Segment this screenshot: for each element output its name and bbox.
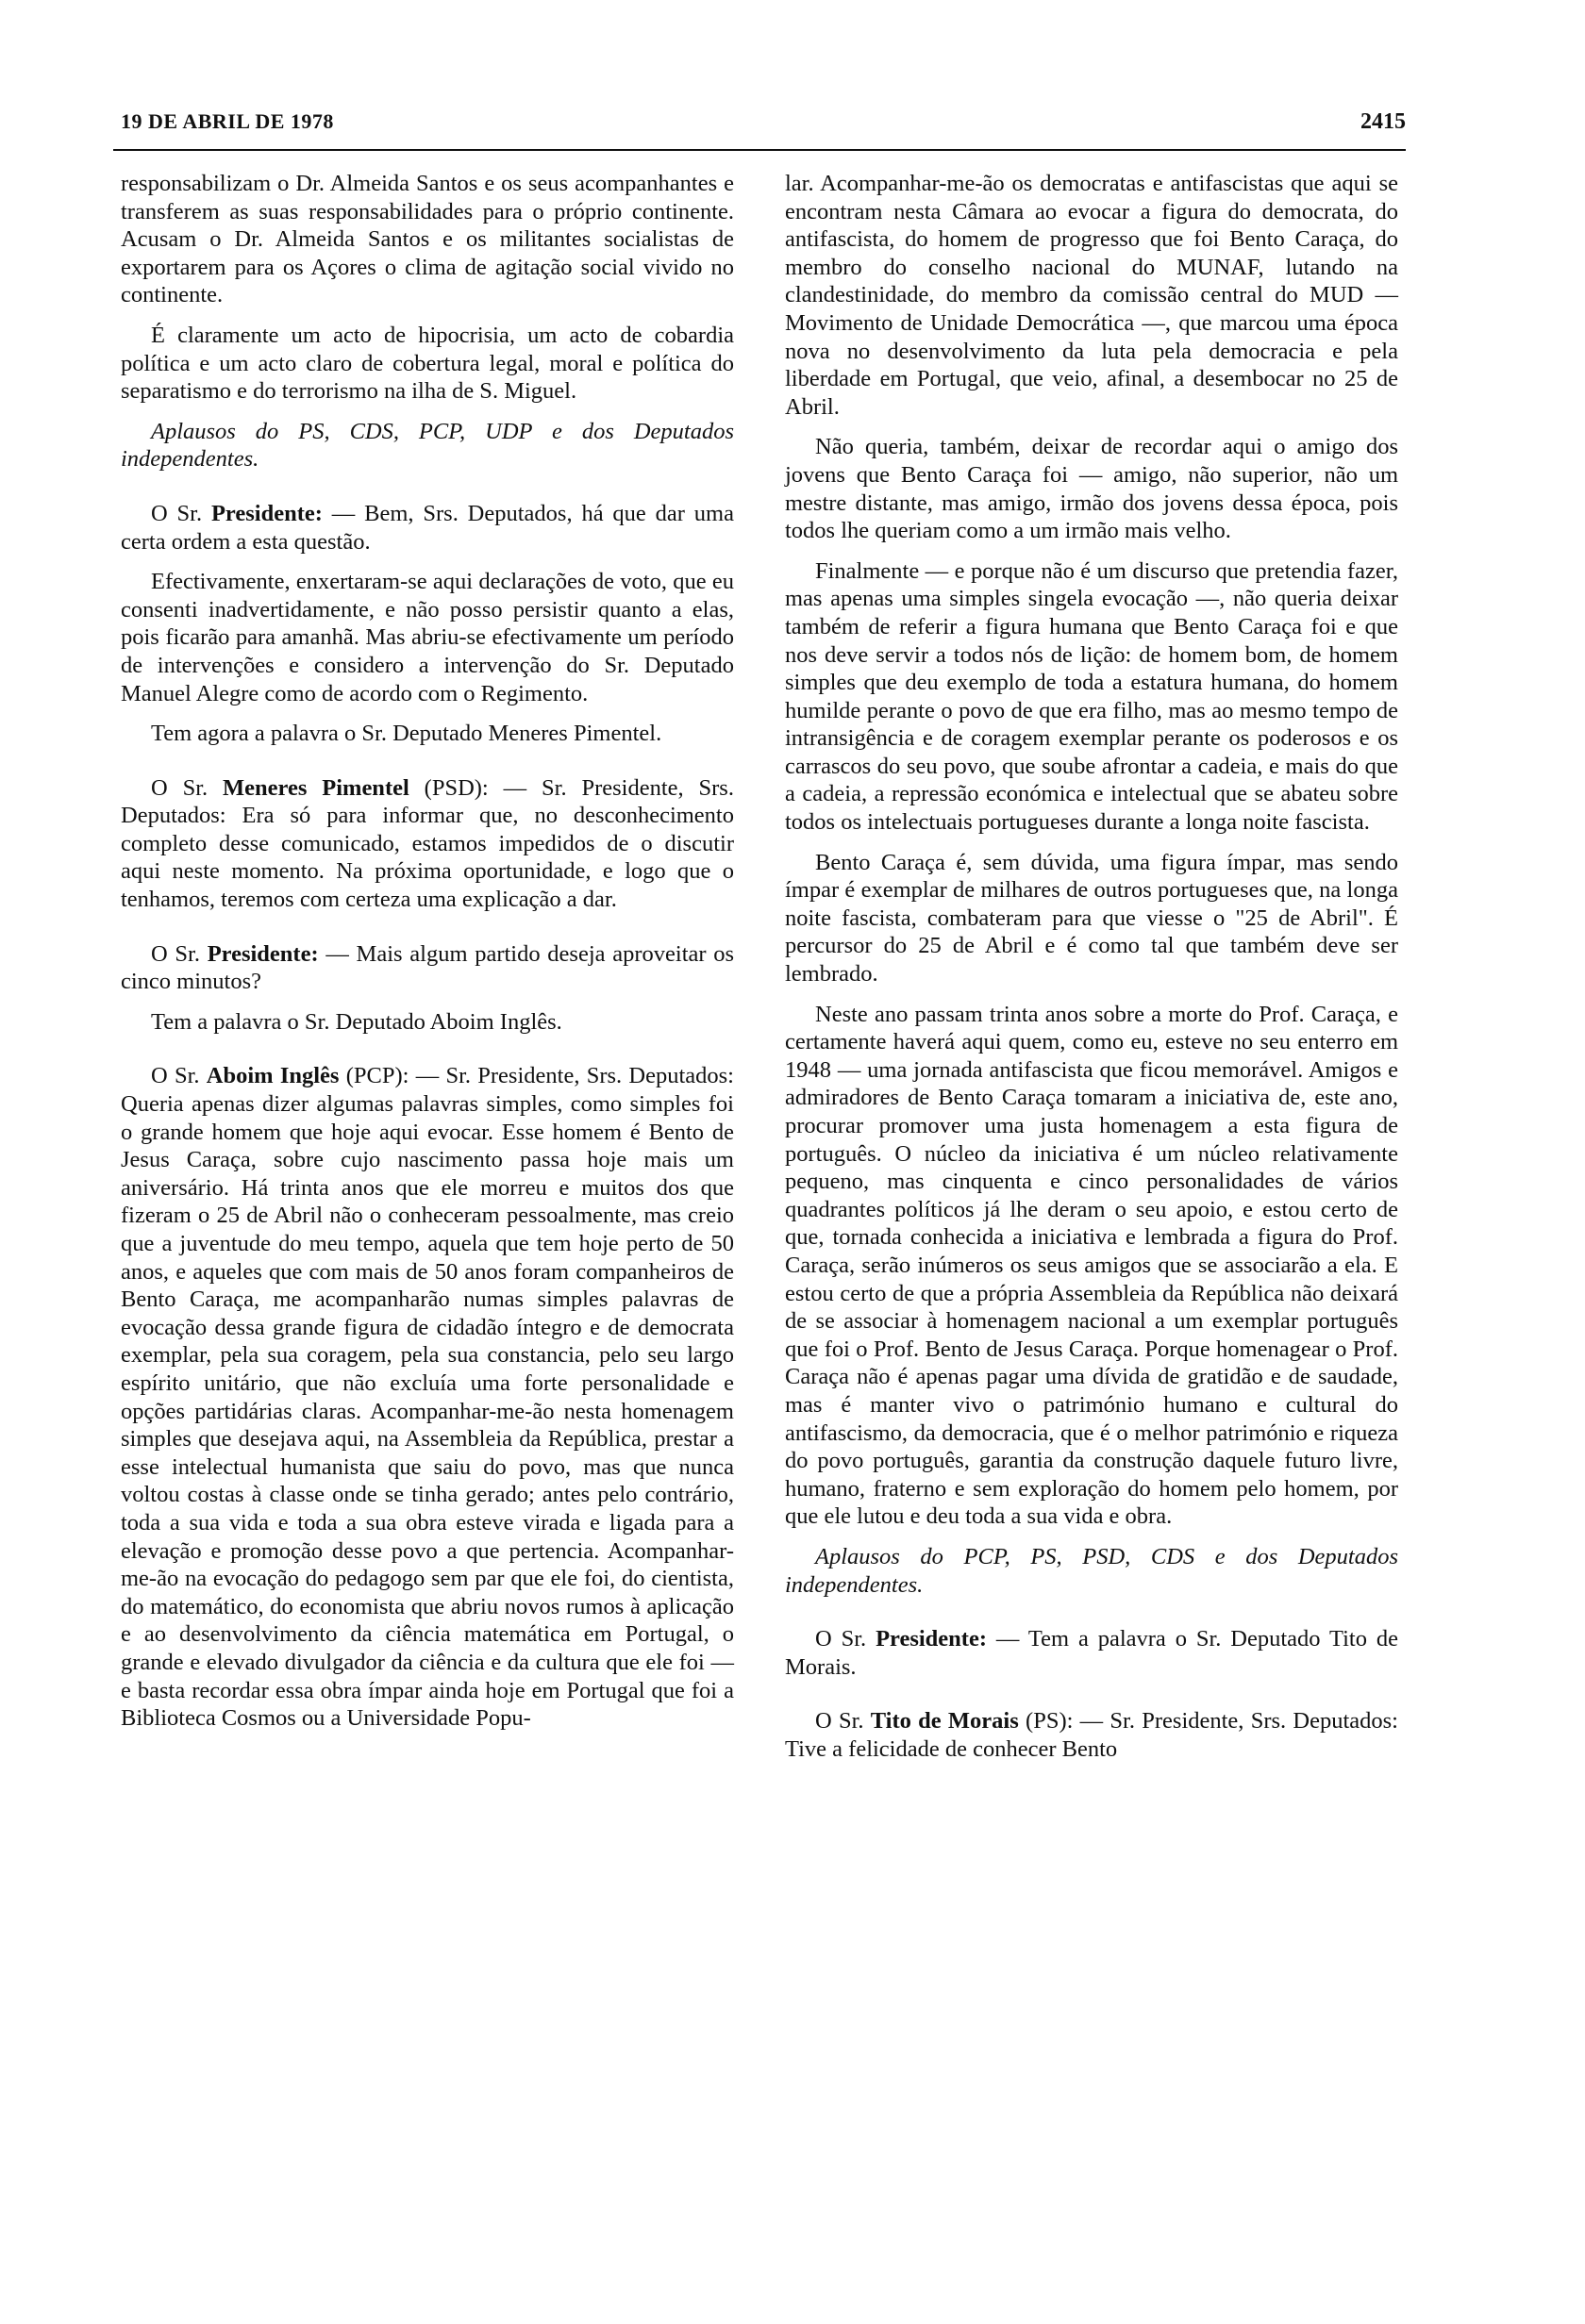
speaker-paragraph	[785, 1625, 1398, 1681]
speaker-prefix: O Sr.	[815, 1626, 867, 1652]
paragraph: Tem agora a palavra o Sr. Deputado Meneres Pimentel.	[151, 721, 662, 747]
paragraph: Finalmente — e porque não é um discurso que pretendia fazer, mas apenas uma simples singela evocação —, não queria deixar também de referir a figura humana que Bento Caraça foi e que nos deve servir a todos nós de lição: de homem bom, de homem simples que deu exemplo de toda a estatura humana, do homem humilde perante o povo de que era filho, mas ao mesmo tempo de intransigência e de coragem exemplar perante os poderosos e os carrascos do seu povo, que soube afrontar a cadeia, e mais do que a cadeia, a repressão económica e intelectual que se abateu sobre todos os intelectuais portugueses durante a longa noite fascista.	[785, 557, 1398, 836]
speaker-name: Presidente:	[210, 500, 323, 526]
speaker-prefix: O Sr.	[151, 774, 209, 801]
page-header	[113, 106, 1406, 151]
speaker-name: Meneres Pimentel	[223, 774, 409, 801]
speech-text: — Bem, Srs. Deputados, há que dar uma certa ordem a esta questão.	[121, 500, 734, 555]
speech-text: (PCP): — Sr. Presidente, Srs. Deputados: Queria apenas dizer algumas palavras simples, como simples foi o grande homem que hoje aqui evocar. Esse homem é Bento de Jesus Caraça, sobre cujo nascimento passa hoje mais um aniversário. Há trinta anos que ele morreu e muitos dos que fizeram o 25 de Abril não o conheceram pessoalmente, mas creio que a juventude do meu tempo, aquela que tem hoje perto de 50 anos, e aqueles que com mais de 50 anos foram companheiros de Bento Caraça, me acompanharão numas simples palavras de evocação dessa grande figura de cidadão íntegro e de democrata exemplar, pela sua coragem, pela sua constancia, pelo seu largo espírito unitário, que não excluía uma forte personalidade e opções partidárias claras. Acompanhar-me-ão nesta homenagem simples que desejava aqui, na Assembleia da República, prestar a esse intelectual humanista que saiu do povo, mas que nunca voltou costas à classe onde se tinha gerado; antes pelo contrário, toda a sua vida e toda a sua obra esteve virada e ligada para a elevação e promoção desse povo a que pertencia. Acompanhar-me-ão na evocação do pedagogo sem par que ele foi, do cientista, do matemático, do economista que abriu novos rumos à aplicação e ao desenvolvimento da ciência matemática em Portugal, o grande e elevado divulgador da ciência e da cultura que ele foi — e basta recordar essa obra ímpar ainda hoje em Portugal que foi a Biblioteca Cosmos ou a Universidade Popu-	[121, 1063, 734, 1732]
speaker-name: Presidente:	[876, 1626, 987, 1652]
header-date: 19 DE ABRIL DE 1978	[121, 109, 334, 133]
speaker-prefix: O Sr.	[815, 1708, 864, 1735]
page-number: 2415	[1360, 109, 1406, 134]
speaker-paragraph	[121, 774, 734, 914]
speaker-paragraph	[121, 940, 734, 996]
paragraph: Não queria, também, deixar de recordar aqui o amigo dos jovens que Bento Caraça foi — amigo, não superior, não um mestre distante, mas amigo, irmão dos jovens dessa época, pois todos lhe queriam como a um irmão mais velho.	[785, 434, 1398, 544]
speaker-prefix: O Sr.	[151, 1063, 200, 1089]
speaker-name: Presidente:	[207, 940, 319, 967]
applause-note: Aplausos do PCP, PS, PSD, CDS e dos Deputados independentes.	[785, 1543, 1398, 1598]
speech-text: — Mais algum partido deseja aproveitar os cinco minutos?	[121, 940, 735, 995]
paragraph: lar. Acompanhar-me-ão os democratas e antifascistas que aqui se encontram nesta Câmara ao evocar a figura do democrata, do antifascista, do homem de progresso que foi Bento Caraça, do membro do conselho nacional do MUNAF, lutando na clandestinidade, do membro da comissão central do MUD — Movimento de Unidade Democrática —, que marcou uma época nova no desenvolvimento da luta pela democracia e pela liberdade em Portugal, que veio, afinal, a desembocar no 25 de Abril.	[785, 171, 1398, 420]
applause-note: Aplausos do PS, CDS, PCP, UDP e dos Deputados independentes.	[121, 418, 734, 473]
speech-text: (PS): — Sr. Presidente, Srs. Deputados: Tive a felicidade de conhecer Bento	[785, 1708, 1398, 1762]
speaker-paragraph	[121, 1062, 734, 1732]
right-column	[785, 170, 1398, 1775]
speaker-paragraph	[785, 1707, 1398, 1763]
paragraph: responsabilizam o Dr. Almeida Santos e os seus acompanhantes e transferem as suas responsabilidades para o próprio continente. Acusam o Dr. Almeida Santos e os militantes socialistas de exportarem para os Açores o clima de agitação social vivido no continente.	[121, 171, 734, 308]
speech-text: (PSD): — Sr. Presidente, Srs. Deputados: Era só para informar que, no desconhecimento completo desse comunicado, estamos impedidos de o discutir aqui neste momento. Na próxima oportunidade, e logo que o tenhamos, teremos com certeza uma explicação a dar.	[121, 774, 734, 913]
speaker-name: Aboim Inglês	[206, 1063, 340, 1089]
paragraph: É claramente um acto de hipocrisia, um acto de cobardia política e um acto claro de cobertura legal, moral e política do separatismo e do terrorismo na ilha de S. Miguel.	[121, 322, 734, 405]
speech-text: — Tem a palavra o Sr. Deputado Tito de Morais.	[785, 1626, 1398, 1680]
left-column	[121, 170, 734, 1745]
paragraph: Tem a palavra o Sr. Deputado Aboim Inglês.	[151, 1008, 562, 1035]
speaker-prefix: O Sr.	[151, 500, 203, 526]
speaker-name: Tito de Morais	[870, 1708, 1019, 1735]
speaker-prefix: O Sr.	[151, 940, 200, 967]
speaker-paragraph	[121, 500, 734, 556]
paragraph: Bento Caraça é, sem dúvida, uma figura ímpar, mas sendo ímpar é exemplar de milhares de outros portugueses que, na longa noite fascista, combateram para que viesse o "25 de Abril". É percursor do 25 de Abril e é como tal que também deve ser lembrado.	[785, 849, 1398, 988]
paragraph: Efectivamente, enxertaram-se aqui declarações de voto, que eu consenti inadvertidamente, e não posso persistir quanto a elas, pois ficarão para amanhã. Mas abriu-se efectivamente um período de intervenções e considero a intervenção do Sr. Deputado Manuel Alegre como de acordo com o Regimento.	[121, 569, 734, 706]
paragraph: Neste ano passam trinta anos sobre a morte do Prof. Caraça, e certamente haverá aqui quem, como eu, esteve no seu enterro em 1948 — uma jornada antifascista que ficou memorável. Amigos e admiradores de Bento Caraça tomaram a iniciativa de, este ano, procurar promover uma justa homenagem a esta figura de português. O núcleo da iniciativa é um núcleo relativamente pequeno, mas cinquenta e cinco personalidades de vários quadrantes políticos já lhe deram o seu apoio, e estou certo de que, tornada conhecida a iniciativa e lembrada a figura do Prof. Caraça, serão inúmeros os seus amigos que se associarão a ela. E estou certo de que a própria Assembleia da República não deixará de se associar à homenagem nacional a um exemplar português que foi o Prof. Bento de Jesus Caraça. Porque homenagear o Prof. Caraça não é apenas pagar uma dívida de gratidão e de saudade, mas é manter vivo o património humano e cultural do antifascismo, da democracia, que é o melhor património e riqueza do povo português, garantia da construção daquele futuro livre, humano, fraterno e sem exploração do homem pelo homem, por que ele lutou e deu toda a sua vida e obra.	[785, 1001, 1398, 1530]
